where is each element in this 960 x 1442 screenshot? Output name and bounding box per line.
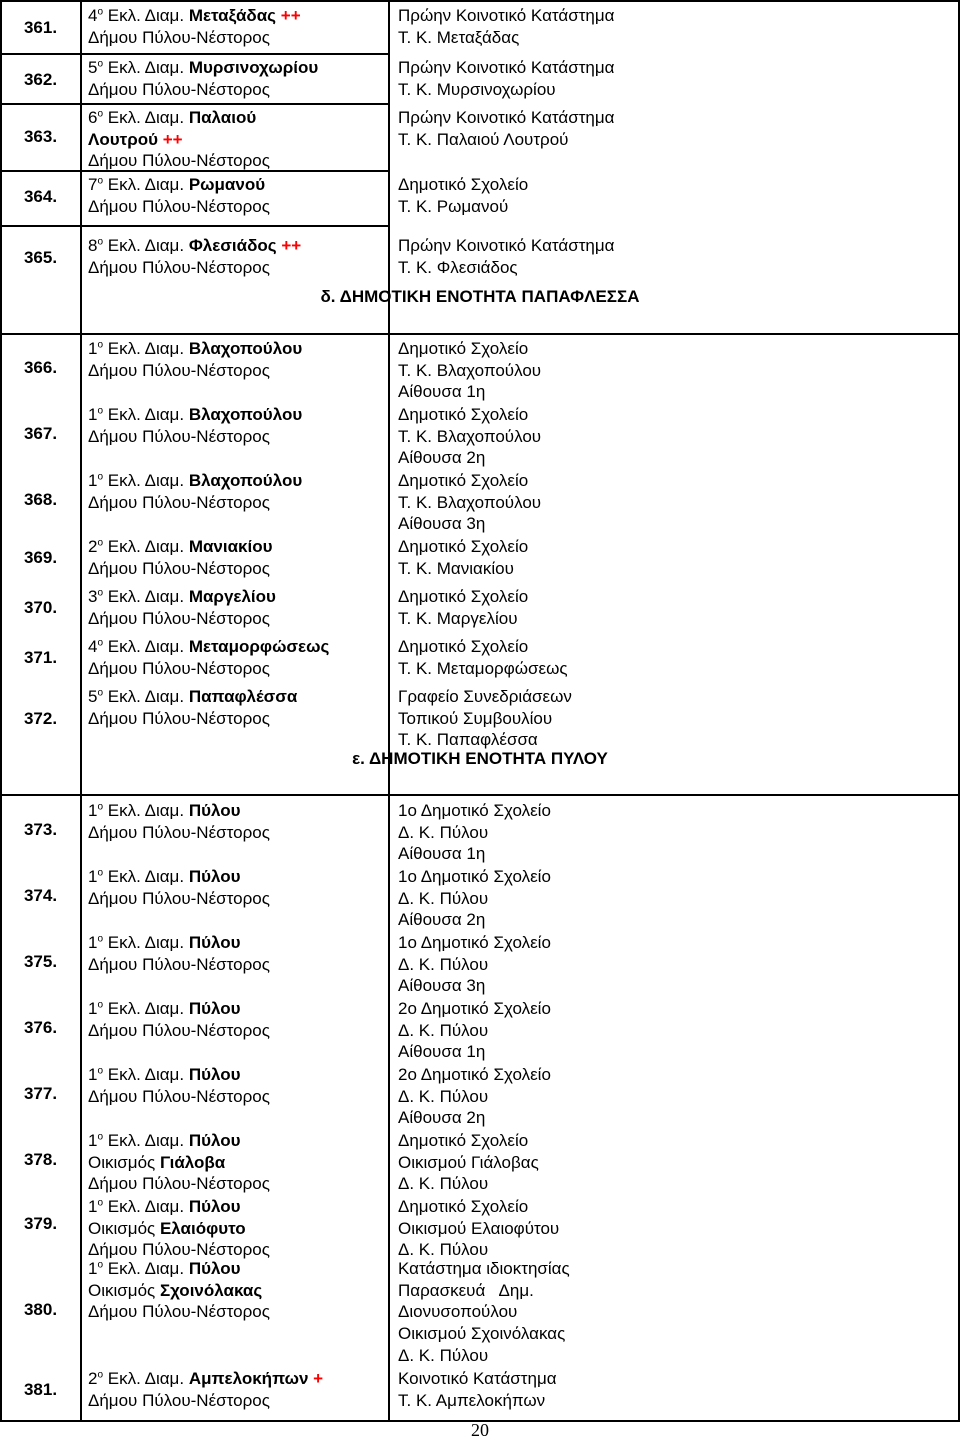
- district-cell: [88, 1258, 378, 1323]
- ordinal-suffix: ο: [97, 236, 104, 248]
- location-line: Δημοτικό Σχολείο: [398, 1197, 529, 1216]
- ordinal: 3: [88, 587, 98, 606]
- row-number: 363.: [23, 126, 58, 146]
- location-line: Αίθουσα 1η: [398, 844, 486, 864]
- district-cell: [88, 5, 378, 48]
- municipality: Δήμου Πύλου-Νέστορος: [88, 426, 270, 446]
- ordinal-suffix: ο: [97, 108, 104, 120]
- location-line: Πρώην Κοινοτικό Κατάστημα: [398, 236, 615, 255]
- location-line: Δ. Κ. Πύλου: [398, 954, 489, 974]
- district-cell: [88, 107, 378, 172]
- district-mark: ++: [162, 129, 183, 149]
- table-row: [0, 233, 960, 285]
- district-name: Πύλου: [188, 1197, 241, 1216]
- row-divider: [0, 225, 388, 227]
- district-title-line: [88, 57, 378, 79]
- location-line: Αίθουσα 2η: [398, 448, 486, 468]
- district-cell: [88, 636, 378, 679]
- location-cell: [398, 338, 698, 403]
- settlement-name: Γιάλοβα: [159, 1152, 226, 1172]
- district-title-line: [88, 866, 378, 888]
- district-prefix: Εκλ. Διαμ.: [103, 1369, 189, 1388]
- district-prefix: Εκλ. Διαμ.: [103, 637, 189, 656]
- location-cell: [398, 686, 698, 751]
- section-heading-d: δ. ΔΗΜΟΤΙΚΗ ΕΝΟΤΗΤΑ ΠΑΠΑΦΛΕΣΣΑ: [320, 287, 640, 306]
- location-line: 2ο Δημοτικό Σχολείο: [398, 1065, 551, 1084]
- location-cell: [398, 107, 698, 150]
- ordinal: 6: [88, 108, 98, 127]
- row-number: 373.: [23, 820, 58, 839]
- municipality: Δήμου Πύλου-Νέστορος: [88, 1302, 270, 1322]
- district-name: Βλαχοπούλου: [188, 339, 303, 358]
- district-title-line: [88, 1196, 378, 1218]
- ordinal-suffix: ο: [97, 1197, 104, 1209]
- district-title-line: [88, 932, 378, 954]
- location-line: Δημοτικό Σχολείο: [398, 537, 529, 556]
- district-name: Ρωμανού: [188, 175, 266, 194]
- ordinal: 1: [88, 999, 98, 1018]
- district-cell: [88, 686, 378, 729]
- district-mark: +: [313, 1369, 324, 1388]
- row-number: 361.: [23, 18, 58, 37]
- row-number: 371.: [23, 648, 58, 667]
- table-row: [0, 172, 960, 224]
- district-title-line: [88, 536, 378, 558]
- location-line: Οικισμού Ελαιοφύτου: [398, 1218, 560, 1238]
- district-name: Βλαχοπούλου: [188, 405, 303, 424]
- section-heading-e: ε. ΔΗΜΟΤΙΚΗ ΕΝΟΤΗΤΑ ΠΥΛΟΥ: [352, 749, 608, 768]
- ordinal-suffix: ο: [97, 339, 104, 351]
- municipality: Δήμου Πύλου-Νέστορος: [88, 708, 270, 728]
- district-title-line: [88, 1368, 378, 1390]
- municipality: Δήμου Πύλου-Νέστορος: [88, 954, 270, 974]
- district-prefix: Εκλ. Διαμ.: [103, 108, 189, 127]
- district-title-line: [88, 1064, 378, 1086]
- location-cell: [398, 404, 698, 469]
- ordinal: 1: [88, 1259, 98, 1278]
- location-cell: [398, 470, 698, 535]
- location-line: Κοινοτικό Κατάστημα: [398, 1369, 557, 1388]
- municipality: Δήμου Πύλου-Νέστορος: [88, 79, 270, 99]
- location-cell: [398, 1064, 698, 1129]
- location-line: 1ο Δημοτικό Σχολείο: [398, 933, 551, 952]
- district-cell: [88, 1064, 378, 1107]
- district-cell: [88, 536, 378, 579]
- location-line: 1ο Δημοτικό Σχολείο: [398, 867, 551, 886]
- municipality: Δήμου Πύλου-Νέστορος: [88, 1390, 270, 1410]
- location-cell: [398, 866, 698, 931]
- row-number: 380.: [23, 1300, 58, 1319]
- municipality: Δήμου Πύλου-Νέστορος: [88, 822, 270, 842]
- row-number: 365.: [23, 248, 58, 267]
- district-title-line2: [88, 129, 378, 151]
- district-cell: [88, 235, 378, 278]
- district-cell: [88, 470, 378, 513]
- district-title-line: [88, 998, 378, 1020]
- table-row: [0, 105, 960, 170]
- location-line: Δημοτικό Σχολείο: [398, 1131, 529, 1150]
- location-cell: [398, 536, 698, 579]
- district-name: Βλαχοπούλου: [188, 471, 303, 490]
- location-cell: [398, 636, 698, 679]
- district-cell: [88, 1130, 378, 1195]
- ordinal-suffix: ο: [97, 801, 104, 813]
- district-cell: [88, 998, 378, 1041]
- district-name: Πύλου: [188, 867, 241, 886]
- ordinal: 1: [88, 339, 98, 358]
- location-line: Τ. Κ. Μαργελίου: [398, 608, 518, 628]
- district-name: Πύλου: [188, 801, 241, 820]
- table-row: [0, 1256, 960, 1366]
- ordinal-suffix: ο: [97, 471, 104, 483]
- location-line: Αίθουσα 3η: [398, 514, 486, 534]
- ordinal: 4: [88, 637, 98, 656]
- ordinal: 2: [88, 1369, 98, 1388]
- district-title-line: [88, 1130, 378, 1152]
- ordinal-suffix: ο: [97, 1065, 104, 1077]
- municipality: Δήμου Πύλου-Νέστορος: [88, 492, 270, 512]
- location-line: Τ. Κ. Φλεσιάδος: [398, 257, 518, 277]
- settlement-name: Σχοινόλακας: [159, 1280, 263, 1300]
- district-name: Μεταξάδας: [188, 6, 277, 25]
- location-line: Τοπικού Συμβουλίου: [398, 708, 553, 728]
- district-prefix: Εκλ. Διαμ.: [103, 537, 189, 556]
- municipality: Δήμου Πύλου-Νέστορος: [88, 608, 270, 628]
- ordinal: 1: [88, 405, 98, 424]
- settlement-name: Ελαιόφυτο: [159, 1218, 246, 1238]
- settlement-line: [88, 1280, 378, 1302]
- row-number: 377.: [23, 1084, 58, 1103]
- ordinal: 2: [88, 537, 98, 556]
- municipality: Δήμου Πύλου-Νέστορος: [88, 360, 270, 380]
- ordinal-suffix: ο: [97, 175, 104, 187]
- location-line: Διονυσοπούλου: [398, 1302, 518, 1322]
- district-cell: [88, 932, 378, 975]
- district-cell: [88, 174, 378, 217]
- district-prefix: Εκλ. Διαμ.: [103, 867, 189, 886]
- table-row: [0, 534, 960, 584]
- district-prefix: Εκλ. Διαμ.: [103, 1131, 189, 1150]
- table-row: [0, 1062, 960, 1128]
- location-line: 2ο Δημοτικό Σχολείο: [398, 999, 551, 1018]
- district-cell: [88, 866, 378, 909]
- location-line: Γραφείο Συνεδριάσεων: [398, 687, 572, 706]
- row-number: 381.: [23, 1380, 58, 1399]
- ordinal-suffix: ο: [97, 1369, 104, 1381]
- district-title-line: [88, 800, 378, 822]
- table-row: [0, 402, 960, 468]
- district-title-line: [88, 174, 378, 196]
- page-number: 20: [471, 1420, 489, 1440]
- ordinal-suffix: ο: [97, 6, 104, 18]
- location-line: Τ. Κ. Βλαχοπούλου: [398, 360, 542, 380]
- ordinal-suffix: ο: [97, 58, 104, 70]
- district-title-line: [88, 235, 378, 257]
- table-row: [0, 996, 960, 1062]
- location-line: Πρώην Κοινοτικό Κατάστημα: [398, 108, 615, 127]
- ordinal: 1: [88, 801, 98, 820]
- district-name: Παπαφλέσσα: [188, 687, 298, 706]
- district-name-cont: Λουτρού: [88, 129, 159, 149]
- location-cell: [398, 800, 698, 865]
- location-line: Δ. Κ. Πύλου: [398, 1174, 489, 1194]
- location-line: Δ. Κ. Πύλου: [398, 1345, 489, 1365]
- ordinal-suffix: ο: [97, 587, 104, 599]
- ordinal: 4: [88, 6, 98, 25]
- district-title-line: [88, 338, 378, 360]
- settlement-prefix: Οικισμός: [88, 1152, 160, 1172]
- ordinal: 5: [88, 58, 98, 77]
- municipality: Δήμου Πύλου-Νέστορος: [88, 1020, 270, 1040]
- location-cell: [398, 1196, 698, 1261]
- municipality: Δήμου Πύλου-Νέστορος: [88, 196, 270, 216]
- district-name: Φλεσιάδος: [188, 236, 277, 255]
- municipality: Δήμου Πύλου-Νέστορος: [88, 1086, 270, 1106]
- row-divider: [0, 103, 388, 105]
- table-row: [0, 1128, 960, 1194]
- municipality: Δήμου Πύλου-Νέστορος: [88, 1240, 270, 1260]
- ordinal-suffix: ο: [97, 933, 104, 945]
- district-prefix: Εκλ. Διαμ.: [103, 58, 189, 77]
- district-name: Παλαιού: [188, 108, 257, 127]
- location-cell: [398, 1368, 698, 1411]
- location-cell: [398, 998, 698, 1063]
- table-row: [0, 798, 960, 864]
- row-number: 368.: [23, 490, 58, 509]
- location-line: Δ. Κ. Πύλου: [398, 822, 489, 842]
- row-divider: [0, 333, 960, 335]
- table-row: [0, 1366, 960, 1416]
- district-title-line: [88, 5, 378, 27]
- table-row: [0, 684, 960, 756]
- municipality: Δήμου Πύλου-Νέστορος: [88, 888, 270, 908]
- district-cell: [88, 338, 378, 381]
- row-number: 370.: [23, 598, 58, 617]
- ordinal-suffix: ο: [97, 867, 104, 879]
- location-line: Τ. Κ. Ρωμανού: [398, 196, 509, 216]
- table-row: [0, 864, 960, 930]
- district-prefix: Εκλ. Διαμ.: [103, 1259, 189, 1278]
- location-line: Αίθουσα 2η: [398, 1108, 486, 1128]
- row-number: 367.: [23, 424, 58, 443]
- location-line: Δ. Κ. Πύλου: [398, 1020, 489, 1040]
- row-number: 378.: [23, 1150, 58, 1169]
- row-number: 366.: [23, 358, 58, 377]
- municipality: Δήμου Πύλου-Νέστορος: [88, 1174, 270, 1194]
- ordinal: 1: [88, 1197, 98, 1216]
- row-number: 369.: [23, 548, 58, 567]
- district-title-line: [88, 404, 378, 426]
- location-cell: [398, 1130, 698, 1195]
- district-name: Μαργελίου: [188, 587, 276, 606]
- district-prefix: Εκλ. Διαμ.: [103, 687, 189, 706]
- district-cell: [88, 1196, 378, 1261]
- district-mark: ++: [281, 236, 302, 255]
- location-line: Τ. Κ. Μυρσινοχωρίου: [398, 79, 556, 99]
- table-row: [0, 584, 960, 634]
- location-line: Τ. Κ. Βλαχοπούλου: [398, 492, 542, 512]
- district-prefix: Εκλ. Διαμ.: [103, 1197, 189, 1216]
- row-number: 372.: [23, 709, 58, 728]
- location-line: Τ. Κ. Μεταξάδας: [398, 27, 520, 47]
- district-mark: ++: [280, 6, 301, 25]
- district-name: Πύλου: [188, 1259, 241, 1278]
- location-cell: [398, 174, 698, 217]
- location-cell: [398, 586, 698, 629]
- table-row: [0, 930, 960, 996]
- municipality: Δήμου Πύλου-Νέστορος: [88, 658, 270, 678]
- district-prefix: Εκλ. Διαμ.: [103, 999, 189, 1018]
- location-cell: [398, 5, 698, 48]
- ordinal-suffix: ο: [97, 637, 104, 649]
- district-prefix: Εκλ. Διαμ.: [103, 236, 189, 255]
- location-line: Κατάστημα ιδιοκτησίας: [398, 1259, 570, 1278]
- table-row: [0, 3, 960, 55]
- ordinal: 1: [88, 1065, 98, 1084]
- table-row: [0, 1194, 960, 1260]
- location-line: Οικισμού Γιάλοβας: [398, 1152, 539, 1172]
- location-line: Δημοτικό Σχολείο: [398, 339, 529, 358]
- table-row: [0, 634, 960, 684]
- district-prefix: Εκλ. Διαμ.: [103, 933, 189, 952]
- location-cell: [398, 932, 698, 997]
- location-line: Δημοτικό Σχολείο: [398, 471, 529, 490]
- ordinal-suffix: ο: [97, 999, 104, 1011]
- ordinal: 1: [88, 867, 98, 886]
- location-line: Δημοτικό Σχολείο: [398, 405, 529, 424]
- location-line: Οικισμού Σχοινόλακας: [398, 1324, 566, 1344]
- district-name: Πύλου: [188, 1065, 241, 1084]
- location-line: Τ. Κ. Βλαχοπούλου: [398, 426, 542, 446]
- location-line: Τ. Κ. Μεταμορφώσεως: [398, 658, 568, 678]
- district-name: Μυρσινοχωρίου: [188, 58, 319, 77]
- location-line: Τ. Κ. Παλαιού Λουτρού: [398, 129, 569, 149]
- municipality: Δήμου Πύλου-Νέστορος: [88, 558, 270, 578]
- location-line: Παρασκευά Δημ.: [398, 1280, 534, 1300]
- ordinal: 5: [88, 687, 98, 706]
- location-line: Αίθουσα 2η: [398, 910, 486, 930]
- location-line: Δημοτικό Σχολείο: [398, 175, 529, 194]
- table-row: [0, 468, 960, 534]
- district-name: Πύλου: [188, 999, 241, 1018]
- ordinal: 1: [88, 1131, 98, 1150]
- row-number: 379.: [23, 1214, 58, 1233]
- ordinal-suffix: ο: [97, 1131, 104, 1143]
- ordinal-suffix: ο: [97, 1259, 104, 1271]
- location-cell: [398, 235, 698, 278]
- district-name: Μεταμορφώσεως: [188, 637, 330, 656]
- district-cell: [88, 800, 378, 843]
- settlement-prefix: Οικισμός: [88, 1280, 160, 1300]
- row-divider: [0, 0, 960, 2]
- district-name: Πύλου: [188, 1131, 241, 1150]
- district-prefix: Εκλ. Διαμ.: [103, 1065, 189, 1084]
- location-line: Τ. Κ. Μανιακίου: [398, 558, 514, 578]
- row-divider: [0, 794, 960, 796]
- row-number: 362.: [23, 70, 58, 89]
- row-number: 364.: [23, 187, 58, 206]
- district-cell: [88, 57, 378, 100]
- municipality: Δήμου Πύλου-Νέστορος: [88, 27, 270, 47]
- location-line: Δ. Κ. Πύλου: [398, 1240, 489, 1260]
- settlement-line: [88, 1152, 378, 1174]
- location-line: Αίθουσα 1η: [398, 382, 486, 402]
- location-line: Τ. Κ. Αμπελοκήπων: [398, 1390, 546, 1410]
- district-title-line: [88, 470, 378, 492]
- row-number: 376.: [23, 1018, 58, 1037]
- district-title-line: [88, 636, 378, 658]
- district-prefix: Εκλ. Διαμ.: [103, 405, 189, 424]
- row-number: 374.: [23, 886, 58, 905]
- location-line: Αίθουσα 3η: [398, 976, 486, 996]
- district-prefix: Εκλ. Διαμ.: [103, 6, 189, 25]
- location-line: Δημοτικό Σχολείο: [398, 587, 529, 606]
- location-line: Τ. Κ. Παπαφλέσσα: [398, 730, 538, 750]
- ordinal: 1: [88, 933, 98, 952]
- location-line: Αίθουσα 1η: [398, 1042, 486, 1062]
- location-line: Πρώην Κοινοτικό Κατάστημα: [398, 6, 615, 25]
- district-prefix: Εκλ. Διαμ.: [103, 801, 189, 820]
- district-prefix: Εκλ. Διαμ.: [103, 471, 189, 490]
- district-title-line: [88, 1258, 378, 1280]
- location-line: Δημοτικό Σχολείο: [398, 637, 529, 656]
- settlement-line: [88, 1218, 378, 1240]
- row-number: 375.: [23, 952, 58, 971]
- municipality: Δήμου Πύλου-Νέστορος: [88, 151, 270, 171]
- district-cell: [88, 586, 378, 629]
- location-cell: [398, 1258, 698, 1367]
- ordinal: 7: [88, 175, 98, 194]
- ordinal-suffix: ο: [97, 687, 104, 699]
- location-line: Δ. Κ. Πύλου: [398, 888, 489, 908]
- district-prefix: Εκλ. Διαμ.: [103, 339, 189, 358]
- district-title-line: [88, 107, 378, 129]
- district-title-line: [88, 586, 378, 608]
- location-line: Δ. Κ. Πύλου: [398, 1086, 489, 1106]
- district-cell: [88, 1368, 378, 1411]
- district-name: Πύλου: [188, 933, 241, 952]
- municipality: Δήμου Πύλου-Νέστορος: [88, 257, 270, 277]
- settlement-prefix: Οικισμός: [88, 1218, 160, 1238]
- district-prefix: Εκλ. Διαμ.: [103, 587, 189, 606]
- district-title-line: [88, 686, 378, 708]
- ordinal-suffix: ο: [97, 405, 104, 417]
- table-row: [0, 336, 960, 402]
- location-line: 1ο Δημοτικό Σχολείο: [398, 801, 551, 820]
- row-divider: [0, 53, 388, 55]
- district-name: Μανιακίου: [188, 537, 273, 556]
- ordinal: 8: [88, 236, 98, 255]
- ordinal-suffix: ο: [97, 537, 104, 549]
- district-prefix: Εκλ. Διαμ.: [103, 175, 189, 194]
- location-cell: [398, 57, 698, 100]
- district-name: Αμπελοκήπων: [188, 1369, 309, 1388]
- ordinal: 1: [88, 471, 98, 490]
- location-line: Πρώην Κοινοτικό Κατάστημα: [398, 58, 615, 77]
- row-divider: [0, 170, 388, 172]
- table-row: [0, 55, 960, 107]
- district-cell: [88, 404, 378, 447]
